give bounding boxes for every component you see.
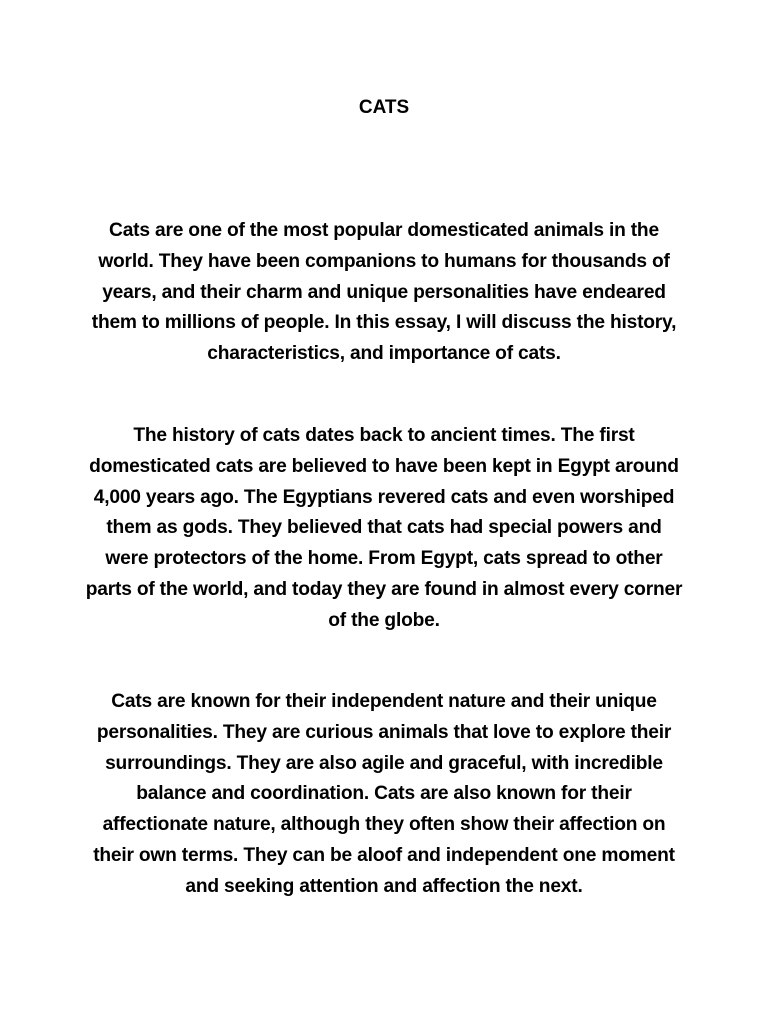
document-title: CATS <box>358 97 410 118</box>
paragraph-characteristics: Cats are known for their independent nature and their unique personalities. They are curious animals that love to explore their surroundings. They are also agile and graceful, with incredible balance and coordination. Cats are also known for their affectionate nature, although they often show their affection on their own terms. They can be aloof and independent one moment and seeking attention and affection the next. <box>93 691 675 897</box>
paragraph-history: The history of cats dates back to ancient times. The first domesticated cats are believed to have been kept in Egypt around 4,000 years ago. The Egyptians revered cats and even worshiped them as gods. They believed that cats had special powers and were protectors of the home. From Egypt, cats spread to other parts of the world, and today they are found in almost every corner of the globe. <box>85 425 683 631</box>
paragraph-introduction: Cats are one of the most popular domesticated animals in the world. They have been companions to humans for thousands of years, and their charm and unique personalities have endeared them to millions of people. In this essay, I will discuss the history, characteristics, and importance of cats. <box>91 220 677 365</box>
